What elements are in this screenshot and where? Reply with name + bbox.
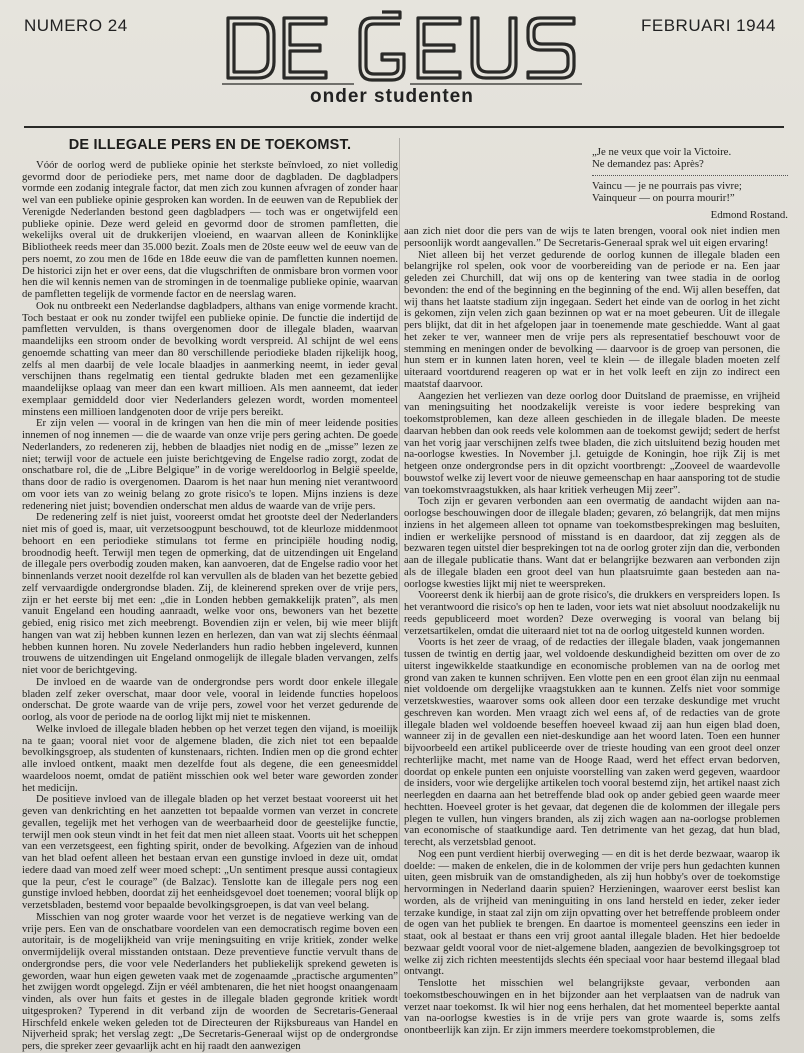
issue-date: FEBRUARI 1944 xyxy=(641,16,776,35)
paragraph: Misschien van nog groter waarde voor het verzet is de negatieve werking van de vrije pers. Een van de onschatbare voordelen van een democratisch regime boven een autoritair, is de mogelijkheid van vrije meningsuiting en vrije kritiek, zonder welke onvermijdelijk overal misstanden ontstaan. Deze preventieve functie vervult thans de ondergrondse pers, die voor vele Nederlanders het publiekelijk sprekend geweten is geworden, waar hun eigen geweten vaak met de zogenaamde „practische argumenten” het zwijgen wordt opgelegd. Zijn er véél ambtenaren, die het niet hoogst onaangenaam vinden, als over hun faits et gestes in de illegale bladen gegronde kritiek wordt uitgesproken? Typerend in dit verband zijn de woorden de Secretaris-Generaal Hirschfeld enkele weken geleden tot de Directeuren der Rijksbureaus van Handel en Nijverheid sprak; het verslag zegt: „De Secretaris-Generaal wijst op de ondergrondse pers, die spreker zeer gevaarlijk acht en hij raadt den aanwezigen xyxy=(22,910,398,1052)
epigraph-line: „Je ne veux que voir la Victoire. xyxy=(592,146,732,158)
epigraph-divider xyxy=(592,175,788,176)
paragraph: Voorts is het zeer de vraag, of de redacties der illegale bladen, vaak jongemannen tussen de twintig en dertig jaar, wel voldoende deskundigheid bezitten om over de zo uiterst ingewikkelde staatkundige en economische problemen van na de oorlog met grond van zaken te kunnen schrijven. Een vlotte pen en een groot élan zijn nu eenmaal niet voldoende om dergelijke vraagstukken aan te kunnen. Zelfs niet voor sommige verzetskwesties, waarover soms ook alleen door een terzake deskundige met vrucht geschreven kan worden. Men vraagt zich wel eens af, of de redacties van de grote illegale bladen wel voldoende beseffen hoeveel kwaad zij aan hun eigen blad doen, wanneer zij in de gevallen een niet-deskundige aan het woord laten. Toen een hunner bijvoorbeeld een artikel publiceerde over de trieste houding van een groot deel onzer rechterlijke macht, met name van de Hooge Raad, werd het effect ervan bedorven, doordat op enkele punten een onjuiste voorstelling van zaken werd gegeven, waardoor de insiders, voor wie dergelijke artikelen toch vooral bestemd zijn, het artikel naast zich neerlegden en daarna aan het betreffende blad ook op ander gebied geen waarde meer hechtten. Hoeveel groter is het gevaar, dat degenen die de kolommen der illegale pers plegen te vullen, hun vingers branden, als zij zich wagen aan na-oorlogse problemen van economische of staatkundige aard. Ten detrimente van het gezag, dat hun blad, terecht, als verzetsblad genoot. xyxy=(404,636,780,848)
paragraph: Toch zijn er gevaren verbonden aan een overmatig de aandacht wijden aan na-oorlogse beschouwingen door de illegale bladen; gevaren, zó belangrijk, dat men mijns inziens in het algemeen alleen tot opname van toekomstbesprekingen mag besluiten, indien er werkelijke persnood of misstand is en daardoor, dat zij zeggen als de bezwaren tegen uitstel dier besprekingen tot na de oorlog groter zijn dan die, verbonden aan de illegale publicatie thans. Want dat er belangrijke bezwaren aan verbonden zijn als de illegale bladen een groot deel van hun plaatsruimte gaan besteden aan na-oorlogse kwesties lijkt mij niet te weerspreken. xyxy=(404,495,780,590)
paragraph: Nog een punt verdient hierbij overweging — en dit is het derde bezwaar, waarop ik doelde: — maken de enkelen, die in de kolommen der vrije pers hun gedachten kunnen uiten, geen misbruik van de omstandigheden, als zij hun hobby's over de toekomstige hervormingen in Nederland daarin spuien? Herzieningen, waarover eerst beslist kan worden, als de vrijheid van meninguiting in ons land hersteld en ieder, zeker ieder terzake kundige, in staat zal zijn om zijn opvatting over het betreffende probleem onder de ogen van het publiek te brengen. En daartoe is momenteel geenszins een ieder in staat, ook al bestaat er thans een vrij groot aantal illegale bladen. Het hier bedoelde bezwaar geldt vooral voor de niet-algemene bladen, aangezien de bevolkingsgroep tot welke zij zich richten meestentijds slechts één speciaal voor haar bestemd illegaal blad ontvangt. xyxy=(404,847,780,978)
paragraph: De invloed en de waarde van de ondergrondse pers wordt door enkele illegale bladen zelf zeker overschat, maar door vele, vooral in leidende functies hopeloos onderschat. De grote waarde van de vrije pers, zowel voor het verzet gedurende de oorlog, als voor de periode na de oorlog lijkt mij niet te miskennen. xyxy=(22,675,398,723)
paragraph: Vooreerst denk ik hierbij aan de grote risico's, die drukkers en verspreiders lopen. Is het verantwoord die risico's op hen te laden, voor iets wat niet absoluut noodzakelijk nu reeds gepubliceerd moet worden? Deze overweging is vooral van belang bij verzetsartikelen, omdat die uiteraard niet tot na de oorlog uitgesteld kunnen worden. xyxy=(404,589,780,637)
issue-number: NUMERO 24 xyxy=(24,16,128,35)
article-left-column xyxy=(22,137,398,1053)
article-title: DE ILLEGALE PERS EN DE TOEKOMST. xyxy=(68,137,352,153)
masthead-subtitle: onder studenten xyxy=(310,86,474,107)
epigraph-line: Ne demandez pas: Après? xyxy=(592,158,704,171)
paragraph: Aangezien het verliezen van deze oorlog door Duitsland de praemisse, en vrijheid van meningsuiting het noodzakelijk vereiste is voor iedere bespreking van toekomstproblemen, kan deze alleen geschieden in de illegale bladen. De meeste daarvan hebben dan ook reeds vele kolommen aan de toekomst gewijd; sedert de herfst van het vorig jaar verschijnen zelfs twee bladen, die zich uitsluitend bezig houden met na-oorlogse kwesties. In November j.l. getuigde de Koningin, hoe rijk Zij is met hetgeen onze ondergrondse pers in dit opzicht voortbrengt: „Zooveel de waardevolle bouwstof welke zij levert voor de nieuwe gemeenschap en haar aansporing tot de studie van toekomstvraagstukken, als haar kritiek verheugen Mij zeer”. xyxy=(404,389,780,496)
epigraph-line: Vainqueur — on pourra mourir!” xyxy=(592,192,735,205)
paragraph: Niet alleen bij het verzet gedurende de oorlog kunnen de illegale bladen een belangrijke rol spelen, ook voor de voorbereiding van de periode er na. Een jaar geleden zei Churchill, dat wij ons op de kentering van twee stadia in de oorlog bevonden: the end of the beginning en the beginning of the end. Wij allen beseffen, dat wij thans het laatste stadium zijn ingegaan. Sedert het einde van de oorlog in het zicht is gekomen, zijn velen zich gaan bezinnen op wat er na moet gebeuren. Uit de illegale pers blijkt, dat dit in het afgelopen jaar in toenemende mate geschiedde. Want al gaat het zeker te ver, wanneer men de vrije pers als representatief beschouwt voor de stemming en meningen onder de bevolking — daarvoor is de groep van personen, die hun stem er in kunnen laten horen, veel te klein — de illegale bladen moeten zelf uiteraard voortdurend reageren op wat er in het volk leeft en zijn zo indirect een maatstaf daarvoor. xyxy=(404,248,780,390)
epigraph xyxy=(592,146,788,221)
paragraph: aan zich niet door die pers van de wijs te laten brengen, vooral ook niet indien men persoonlijk wordt aangevallen.” De Secretaris-Generaal sprak wel uit eigen ervaring! xyxy=(404,225,780,249)
epigraph-author: Edmond Rostand. xyxy=(710,208,788,221)
epigraph-line: Vaincu — je ne pourrais pas vivre; xyxy=(592,179,742,192)
masthead xyxy=(0,0,804,125)
column-separator xyxy=(399,138,400,1000)
paragraph: De positieve invloed van de illegale bladen op het verzet bestaat vooreerst uit het geven van denkrichting en het aanzetten tot bepaalde vormen van verzet in concrete gevallen, tegelijk met het verhogen van de weerbaarheid door de geestelijke functie, terwijl men ook steun vindt in het feit dat men niet alleen staat. Voorts uit het scheppen van een verzetsgeest, een fighting spirit, onder de bevolking. Afgezien van de inhoud van het blad oefent alleen het bestaan ervan een gunstige invloed in deze uit, omdat iedere daad van moed zelf weer moed schept: „Un sentiment presque aussi contagieux que la peur, c'est le courage” (de Balzac). Tenslotte kan de illegale pers nog een gunstige invloed hebben, doordat zij het eenheidsgevoel doet toenemen; vooral blijk op verzetsbladen, bestemd voor bepaalde bevolkingsgroepen, is dat van veel belang. xyxy=(22,793,398,911)
article-right-column xyxy=(404,226,780,1037)
de-geus-logo-graphic xyxy=(222,10,582,88)
paragraph: Welke invloed de illegale bladen hebben op het verzet tegen den vijand, is moeilijk na te gaan; vooral niet voor de algemene bladen, die zich niet tot een bepaalde bevolkingsgroep, als studenten of kunstenaars, richten. Indien men op die grond echter alle invloed ontkent, maakt men dezelfde fout als degene, die een geneesmiddel waardeloos noemt, omdat de patiënt misschien ook wel beter ware geworden zonder het medicijn. xyxy=(22,722,398,794)
paragraph: Tenslotte het misschien wel belangrijkste gevaar, verbonden aan toekomstbeschouwingen en in het bijzonder aan het verplaatsen van de nadruk van verzet naar toekomst. Ik wil hier nog eens herhalen, dat het momenteel beperkte aantal van na-oorlogse kwesties is in de vrije pers van grote waarde is, soms zelfs onontbeerlijk kan zijn. Er zijn immers meerdere toekomstproblemen, die xyxy=(404,977,780,1036)
paragraph: Vóór de oorlog werd de publieke opinie het sterkste beïnvloed, zo niet volledig gevormd door de periodieke pers, met name door de dagbladen. De dagbladpers vormde een zodanig integrale factor, dat men zich zou kunnen afvragen of zonder haar wel van een publieke opinie gesproken kan worden. In de eeuwen van de Republiek der Verenigde Nederlanden bestond geen dagbladpers — toch was er ongetwijfeld een publieke opinie. Deze werd geleid en gevormd door de stromen pamfletten, die wekelijks overal uit de drukkerijen vloeiend, en waarvan alleen de Koninklijke Bibliotheek reeds meer dan 35.000 bezit. Zoals men de 20ste eeuw wel de eeuw van de pers noemt, zo zou men de 16de en 18de eeuw die van de pamfletten kunnen noemen. De historici zijn het er over eens, dat die vlugschriften de onmisbare bron vormen voor hen die wil kennis nemen van de stromingen in de toenmalige publieke opinie, waarvan de pamfletten tegelijk de vormende factor en de neerslag waren. xyxy=(22,158,398,300)
masthead-rule xyxy=(24,126,784,128)
masthead-logo xyxy=(222,10,582,88)
paragraph: Er zijn velen — vooral in de kringen van hen die min of meer leidende posities innemen of nog innemen — die de waarde van onze vrije pers gering achten. De goede Nederlanders, zo redeneren zij, hebben de blaadjes niet nodig en de „misse” lezen ze niet; terwijl voor de actuele een juiste berichtgeving de Engelse radio zorgt, zodat de onschatbare rol, die de „Libre Belgique” in de vorige wereldoorlog in België speelde, thans door de radio is overgenomen. Daarom is het naar hun mening niet verantwoord om voor iets van zo weinig belang zo grote risico's te lopen. Mijns inziens is deze redenering niet juist; bovendien onderschat men aldus de waarde van de vrije pers. xyxy=(22,417,398,512)
paragraph: De redenering zelf is niet juist, vooreerst omdat het grootste deel der Nederlanders niet mis of goed is, maar, uit verzetsoogpunt beschouwd, tot de kleurloze middenmoot behoort en een periodieke stimulans tot ferme en principiële houding nodig, broodnodig heeft. Terwijl men tegen de opmerking, dat de uitzendingen uit Engeland de illegale pers overbodig zouden maken, kan aanvoeren, dat de Engelse radio voor het binnenlands verzet nooit dezelfde rol kan vervullen als de bladen van het bezette gebied zelf vervaardigde ondergrondse bladen. Zij, de kleinerend spreken over de vrije pers, zijn er het eerste bij met een: „die in Londen hebben gemakkelijk praten”, als men vanuit Engeland een houding aanraadt, welke voor ons, bewoners van het bezette gebied, enig risico met zich meebrengt. Bovendien zijn er velen, bij wie meer blijft hangen van wat zij hebben kunnen lezen en herlezen, dan van wat zij slechts éénmaal hebben kunnen horen. Nu zovele Nederlanders hun radio hebben ingeleverd, kunnen trouwens de uitzendingen uit Engeland onmogelijk de illegale bladen vervangen, zelfs niet voor de berichtgeving. xyxy=(22,511,398,676)
paragraph: Ook nu ontbreekt een Nederlandse dagbladpers, althans van enige vormende kracht. Toch bestaat er ook nu zonder twijfel een publieke opinie. De functie die indertijd de pamfletten vervulden, is thans overgenomen door de illegale bladen, waarvan maandelijks een stroom onder de bevolking wordt verspreid. Al schijnt de wel eens genoemde schatting van meer dan 80 verschillende periodieke bladen rijkelijk hoog, zelfs al men daarbij de vele locale blaadjes in aanmerking neemt, in ieder geval verschijnen thans regelmatig een tiental gedrukte bladen met een gezamenlijke maandelijkse oplaag van meer dan een kwart millioen. Als men aanneemt, dat ieder exemplaar gemiddeld door vier Nederlanders gelezen wordt, worden momenteel minstens een millioen landgenoten door de vrije pers bereikt. xyxy=(22,299,398,418)
